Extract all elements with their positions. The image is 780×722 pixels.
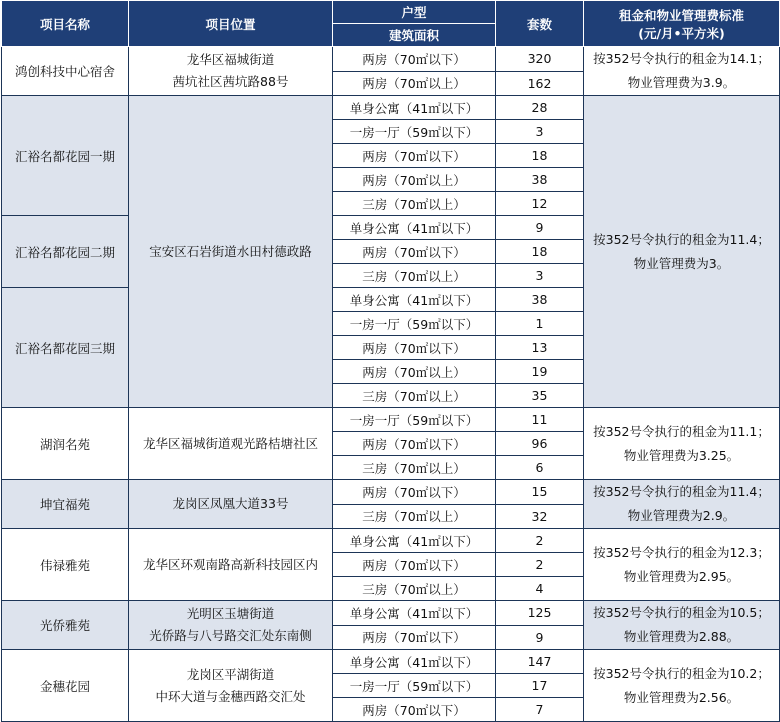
location-line: 龙华区环观南路高新科技园区内: [142, 556, 318, 572]
header-location: 项目位置: [129, 1, 333, 47]
unit-type: 三房（70㎡以上）: [333, 504, 496, 529]
unit-count: 12: [496, 192, 584, 216]
unit-type: 单身公寓（41㎡以下）: [333, 288, 496, 312]
project-location: [129, 47, 333, 96]
project-location: [129, 408, 333, 480]
unit-count: 3: [496, 264, 584, 288]
project-name: 鸿创科技中心宿舍: [2, 47, 129, 96]
unit-type: 两房（70㎡以上）: [333, 168, 496, 192]
location-line: 龙华区福城街道: [186, 52, 275, 67]
housing-table: [1, 0, 780, 722]
project-name: 坤宜福苑: [2, 480, 129, 529]
unit-count: 320: [496, 47, 584, 72]
unit-count: 13: [496, 336, 584, 360]
unit-type: 两房（70㎡以下）: [333, 240, 496, 264]
fee-line: 物业管理费为2.9。: [627, 508, 736, 523]
header-fee-title: 租金和物业管理费标准: [618, 7, 744, 23]
unit-type: 一房一厅（59㎡以下）: [333, 674, 496, 698]
unit-type: 三房（70㎡以上）: [333, 456, 496, 480]
fee-line: 按352号令执行的租金为11.1；: [593, 423, 770, 439]
project-name: 汇裕名都花园三期: [2, 288, 129, 408]
unit-type: 三房（70㎡以上）: [333, 192, 496, 216]
header-unit-type: 户型: [333, 1, 496, 24]
unit-count: 6: [496, 456, 584, 480]
fee-standard: [584, 529, 780, 601]
unit-type: 三房（70㎡以上）: [333, 384, 496, 408]
unit-count: 17: [496, 674, 584, 698]
unit-count: 28: [496, 96, 584, 120]
unit-count: 15: [496, 480, 584, 505]
location-line: 光明区玉塘街道: [186, 606, 275, 621]
unit-type: 两房（70㎡以下）: [333, 432, 496, 456]
fee-line: 按352号令执行的租金为10.5；: [593, 605, 770, 620]
table-row: [2, 96, 780, 120]
unit-type: 两房（70㎡以上）: [333, 71, 496, 96]
project-name: 湖润名苑: [2, 408, 129, 480]
header-count: 套数: [496, 1, 584, 47]
location-line: 宝安区石岩街道水田村德政路: [149, 243, 312, 259]
project-location: [129, 601, 333, 650]
fee-line: 物业管理费为3.25。: [623, 447, 740, 463]
unit-count: 9: [496, 216, 584, 240]
unit-count: 2: [496, 553, 584, 577]
fee-standard: [584, 47, 780, 96]
fee-line: 按352号令执行的租金为12.3；: [593, 544, 770, 560]
project-location: [129, 480, 333, 529]
unit-count: 4: [496, 577, 584, 601]
fee-line: 物业管理费为2.95。: [623, 568, 740, 584]
header-area: 建筑面积: [333, 24, 496, 47]
unit-type: 一房一厅（59㎡以下）: [333, 408, 496, 432]
unit-count: 11: [496, 408, 584, 432]
header-fee-unit: (元/月•平方米): [638, 25, 725, 41]
unit-count: 35: [496, 384, 584, 408]
header-fee: [584, 1, 780, 47]
fee-line: 按352号令执行的租金为14.1；: [593, 51, 770, 66]
project-name: 光侨雅苑: [2, 601, 129, 650]
unit-type: 单身公寓（41㎡以下）: [333, 216, 496, 240]
unit-type: 单身公寓（41㎡以下）: [333, 650, 496, 674]
fee-standard: [584, 601, 780, 650]
table-row: [2, 408, 780, 432]
unit-type: 两房（70㎡以下）: [333, 336, 496, 360]
unit-type: 三房（70㎡以上）: [333, 577, 496, 601]
unit-type: 两房（70㎡以下）: [333, 698, 496, 722]
fee-line: 物业管理费为3。: [633, 255, 730, 271]
unit-count: 38: [496, 168, 584, 192]
table-row: [2, 601, 780, 626]
location-line: 中环大道与金穗西路交汇处: [155, 688, 306, 704]
unit-count: 162: [496, 71, 584, 96]
unit-count: 19: [496, 360, 584, 384]
unit-count: 147: [496, 650, 584, 674]
unit-type: 单身公寓（41㎡以下）: [333, 96, 496, 120]
unit-count: 9: [496, 625, 584, 650]
location-line: 光侨路与八号路交汇处东南侧: [149, 628, 312, 643]
table-body: [2, 47, 780, 722]
unit-count: 2: [496, 529, 584, 553]
unit-type: 单身公寓（41㎡以下）: [333, 529, 496, 553]
fee-standard: [584, 650, 780, 722]
unit-type: 两房（70㎡以上）: [333, 360, 496, 384]
project-name: 伟禄雅苑: [2, 529, 129, 601]
unit-count: 18: [496, 240, 584, 264]
unit-type: 一房一厅（59㎡以下）: [333, 312, 496, 336]
unit-count: 125: [496, 601, 584, 626]
unit-count: 32: [496, 504, 584, 529]
unit-count: 38: [496, 288, 584, 312]
fee-line: 按352号令执行的租金为11.4；: [593, 231, 770, 247]
location-line: 茜坑社区茜坑路88号: [172, 74, 289, 89]
location-line: 龙华区福城街道观光路桔塘社区: [142, 435, 318, 451]
fee-line: 物业管理费为2.56。: [623, 689, 740, 705]
unit-type: 一房一厅（59㎡以下）: [333, 120, 496, 144]
unit-count: 3: [496, 120, 584, 144]
fee-standard: [584, 480, 780, 529]
project-location: [129, 96, 333, 408]
unit-type: 两房（70㎡以下）: [333, 480, 496, 505]
location-line: 龙岗区平湖街道: [186, 666, 275, 682]
unit-type: 两房（70㎡以下）: [333, 625, 496, 650]
project-location: [129, 650, 333, 722]
unit-type: 三房（70㎡以上）: [333, 264, 496, 288]
project-location: [129, 529, 333, 601]
unit-type: 两房（70㎡以下）: [333, 144, 496, 168]
table-row: [2, 650, 780, 674]
fee-line: 物业管理费为3.9。: [627, 75, 736, 90]
unit-type: 单身公寓（41㎡以下）: [333, 601, 496, 626]
table-row: [2, 529, 780, 553]
unit-type: 两房（70㎡以下）: [333, 553, 496, 577]
fee-line: 按352号令执行的租金为11.4；: [593, 484, 770, 499]
unit-count: 1: [496, 312, 584, 336]
table-row: [2, 47, 780, 72]
fee-line: 按352号令执行的租金为10.2；: [593, 665, 770, 681]
unit-count: 96: [496, 432, 584, 456]
header-project-name: 项目名称: [2, 1, 129, 47]
project-name: 汇裕名都花园一期: [2, 96, 129, 216]
unit-count: 18: [496, 144, 584, 168]
unit-count: 7: [496, 698, 584, 722]
fee-standard: [584, 96, 780, 408]
table-row: [2, 480, 780, 505]
fee-line: 物业管理费为2.88。: [623, 629, 740, 644]
location-line: 龙岗区凤凰大道33号: [172, 496, 289, 511]
unit-type: 两房（70㎡以下）: [333, 47, 496, 72]
project-name: 金穗花园: [2, 650, 129, 722]
fee-standard: [584, 408, 780, 480]
project-name: 汇裕名都花园二期: [2, 216, 129, 288]
